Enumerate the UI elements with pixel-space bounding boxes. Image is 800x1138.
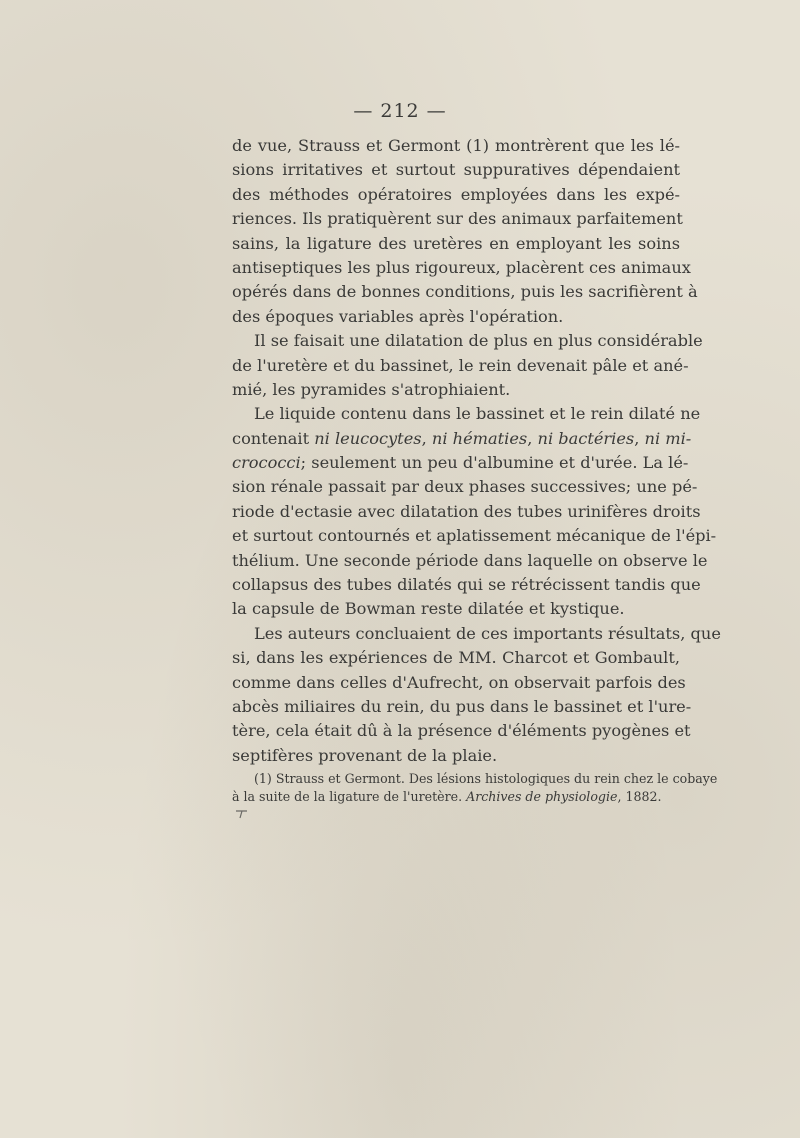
- text-line: septifères provenant de la plaie.: [232, 745, 498, 765]
- text-line: des époques variables après l'opération.: [232, 306, 564, 326]
- text-line: Les auteurs concluaient de ces importants résultats, que: [254, 623, 721, 643]
- text-line: sion rénale passait par deux phases successives; une pé-: [232, 477, 698, 497]
- footnote: [232, 770, 718, 806]
- text-line: antiseptiques les plus rigoureux, placèrent ces animaux: [232, 257, 691, 277]
- text-line: des méthodes opératoires employées dans les expé-: [232, 184, 680, 204]
- text-line: et surtout contournés et aplatissement mécanique de l'épi-: [232, 526, 717, 546]
- text-line: opérés dans de bonnes conditions, puis les sacrifièrent à: [232, 282, 698, 302]
- text-line: collapsus des tubes dilatés qui se rétrécissent tandis que: [232, 575, 701, 595]
- pencil-mark-icon: [235, 809, 249, 819]
- text-line: Le liquide contenu dans le bassinet et le rein dilaté ne: [254, 404, 701, 424]
- body-text: [232, 134, 721, 768]
- text-line: de vue, Strauss et Germont (1) montrèrent que les lé-: [232, 136, 680, 155]
- text-line: crococci; seulement un peu d'albumine et d'urée. La lé-: [232, 453, 689, 473]
- text-line: Il se faisait une dilatation de plus en plus considérable: [254, 331, 703, 351]
- text-line: riode d'ectasie avec dilatation des tubes urinifères droits: [232, 501, 701, 521]
- footnote-line: (1) Strauss et Germont. Des lésions histologiques du rein chez le cobaye: [254, 771, 718, 786]
- text-line: tère, cela était dû à la présence d'éléments pyogènes et: [232, 721, 691, 741]
- footnote-line: à la suite de la ligature de l'uretère. Archives de physiologie, 1882.: [232, 789, 662, 804]
- text-line: thélium. Une seconde période dans laquelle on observe le: [232, 550, 708, 570]
- text-line: riences. Ils pratiquèrent sur des animaux parfaitement: [232, 209, 683, 229]
- text-line: comme dans celles d'Aufrecht, on observait parfois des: [232, 672, 686, 692]
- text-line: de l'uretère et du bassinet, le rein devenait pâle et ané-: [232, 355, 689, 375]
- page-number: — 212 —: [353, 100, 447, 122]
- text-line: sions irritatives et surtout suppuratives dépendaient: [232, 160, 680, 180]
- text-line: la capsule de Bowman reste dilatée et kystique.: [232, 599, 625, 619]
- text-line: si, dans les expériences de MM. Charcot et Gombault,: [232, 648, 680, 668]
- paragraph: [232, 329, 703, 402]
- text-line: sains, la ligature des uretères en employant les soins: [232, 233, 680, 253]
- paragraph: [232, 134, 698, 329]
- text-line: contenait ni leucocytes, ni hématies, ni bactéries, ni mi-: [232, 428, 692, 448]
- paragraph: [232, 622, 721, 768]
- paragraph: [232, 402, 717, 622]
- text-line: abcès miliaires du rein, du pus dans le bassinet et l'ure-: [232, 696, 692, 716]
- text-line: mié, les pyramides s'atrophiaient.: [232, 379, 511, 399]
